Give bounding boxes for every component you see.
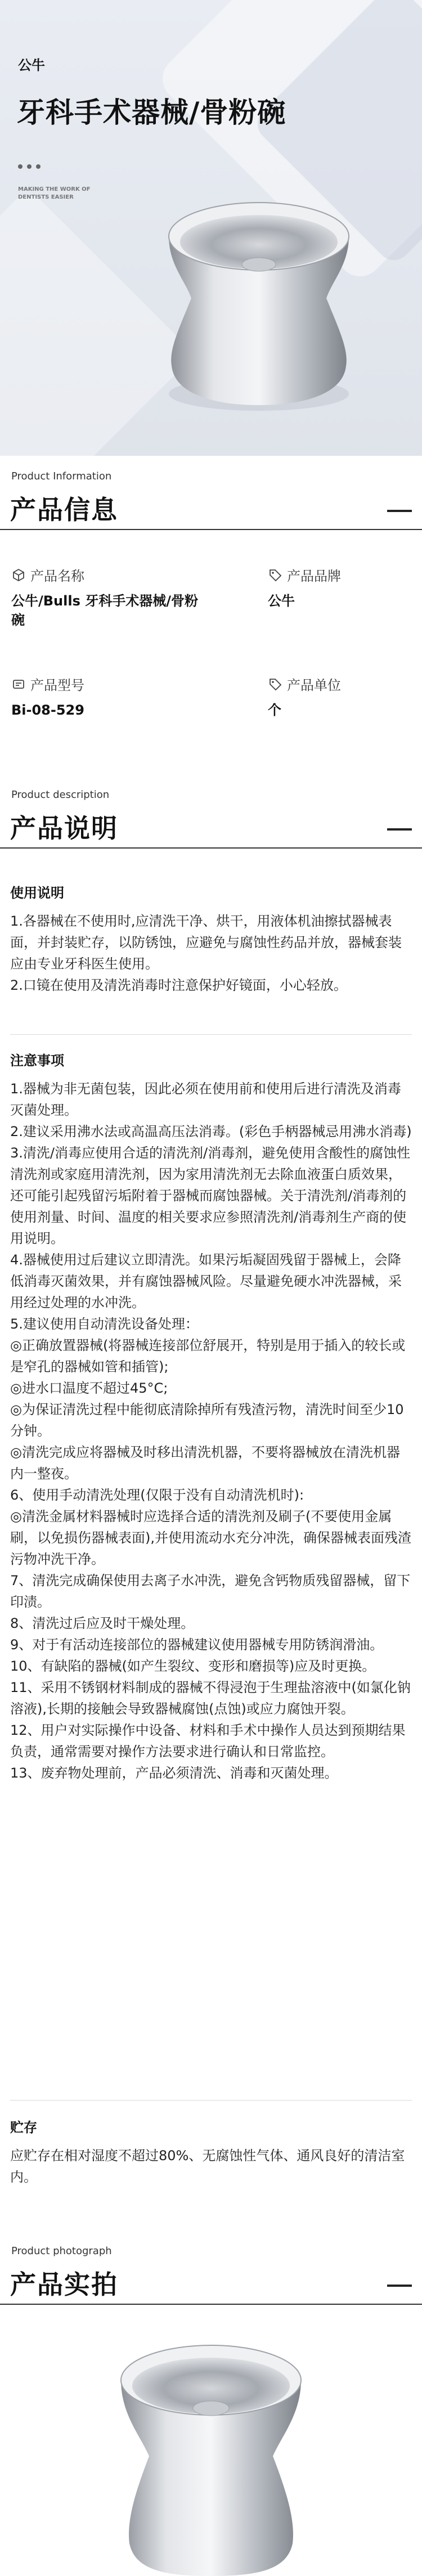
info-label: 产品型号 (30, 677, 84, 693)
slogan-line: DENTISTS EASIER (18, 194, 74, 200)
section-title: 产品实拍 (10, 2269, 118, 2300)
note-item: 11、采用不锈钢材料制成的器械不得浸泡于生理盐溶液中(如氯化钠溶液),长期的接触会导致器械腐蚀(点蚀)或应力腐蚀开裂。 (10, 1680, 411, 1717)
product-photo-header (0, 2245, 422, 2318)
info-product-model (11, 674, 203, 720)
notes-block (10, 1050, 412, 1784)
note-item: 3.清洗/消毒应使用合适的清洗剂/消毒剂，避免使用含酸性的腐蚀性清洗剂或家庭用清洗剂，因为家用清洗剂无去除血液蛋白质效果，还可能引起残留污垢附着于器械而腐蚀器械。关于清洗剂/消毒剂的使用剂量、时间、温度的相关要求应参照清洗剂/消毒剂生产商的使用说明。 (10, 1145, 411, 1246)
info-value: Bi-08-529 (11, 702, 84, 718)
product-photo-image (0, 2330, 422, 2576)
info-value: 公牛/Bulls 牙科手术器械/骨粉碗 (11, 593, 199, 628)
note-item: ◎清洗金属材料器械时应选择合适的清洗剂及刷子(不要使用金属刷，以免损伤器械表面),并使用流动水充分冲洗，确保器械表面残渣污物冲洗干净。 (10, 1509, 411, 1567)
section-title: 产品信息 (10, 495, 118, 525)
info-label-row (268, 674, 408, 694)
notes-title: 注意事项 (10, 1053, 64, 1069)
note-item: 1.器械为非无菌包装，因此必须在使用前和使用后进行清洗及消毒灭菌处理。 (10, 1081, 401, 1118)
usage-block (10, 882, 412, 996)
section-subtitle: Product photograph (11, 2245, 112, 2257)
block-divider (10, 2100, 412, 2101)
note-item: 4.器械使用过后建议立即清洗。如果污垢凝固残留于器械上，会降低消毒灭菌效果，并有腐蚀器械风险。尽量避免硬水冲洗器械，采用经过处理的水冲洗。 (10, 1252, 402, 1311)
note-item: 6、使用手动清洗处理(仅限于没有自动清洗机时): (10, 1487, 304, 1503)
info-label: 产品名称 (30, 568, 84, 584)
section-subtitle: Product description (11, 789, 110, 801)
note-item: ◎正确放置器械(将器械连接部位舒展开，特别是用于插入的较长或是窄孔的器械如管和插管); (10, 1338, 406, 1375)
note-item: 13、废弃物处理前，产品必须清洗、消毒和灭菌处理。 (10, 1765, 338, 1781)
info-product-brand (268, 565, 408, 611)
storage-block (10, 2117, 412, 2188)
note-item: 7、清洗完成确保使用去离子水冲洗，避免含钙物质残留器械，留下印渍。 (10, 1573, 411, 1610)
model-icon (11, 677, 26, 692)
tag-icon (268, 677, 282, 692)
product-info-header (0, 470, 422, 544)
storage-text: 应贮存在相对湿度不超过80%、无腐蚀性气体、通风良好的清洁室内。 (10, 2148, 405, 2185)
note-item: 12、用户对实际操作中设备、材料和手术中操作人员达到预期结果负责，通常需要对操作方法要求进行确认和日常监控。 (10, 1722, 406, 1760)
info-label-row (11, 565, 203, 585)
section-divider (0, 847, 422, 849)
info-label-row (11, 674, 203, 694)
section-divider (0, 2304, 422, 2305)
brand-name: 公牛 (18, 57, 45, 73)
info-label: 产品单位 (287, 677, 341, 693)
note-item: 5.建议使用自动清洗设备处理： (10, 1316, 199, 1332)
bone-powder-bowl-image (0, 0, 422, 456)
section-title: 产品说明 (10, 813, 118, 843)
section-dash (387, 510, 412, 512)
hero-title: 牙科手术器械/骨粉碗 (17, 96, 286, 129)
section-dash (387, 2285, 412, 2287)
hero-banner (0, 0, 422, 456)
tag-icon (268, 568, 282, 582)
block-divider (10, 1034, 412, 1035)
section-dash (387, 828, 412, 831)
usage-paragraph: 2.口镜在使用及清洗消毒时注意保护好镜面，小心轻放。 (10, 977, 347, 993)
note-item: ◎进水口温度不超过45°C; (10, 1380, 168, 1396)
note-item: 2.建议采用沸水法或高温高压法消毒。(彩色手柄器械忌用沸水消毒) (10, 1124, 412, 1139)
usage-title: 使用说明 (10, 885, 64, 901)
section-divider (0, 529, 422, 530)
section-subtitle: Product Information (11, 470, 112, 482)
info-label: 产品品牌 (287, 568, 341, 584)
info-value: 公牛 (268, 593, 295, 609)
note-item: 8、清洗过后应及时干燥处理。 (10, 1615, 195, 1631)
slogan-line: MAKING THE WORK OF (18, 186, 91, 192)
info-product-unit (268, 674, 408, 720)
note-item: ◎为保证清洗过程中能彻底清除掉所有残渣污物，清洗时间至少10分钟。 (10, 1402, 404, 1439)
note-item: 9、对于有活动连接部位的器械建议使用器械专用防锈润滑油。 (10, 1637, 384, 1653)
info-product-name (11, 565, 203, 630)
product-desc-header (0, 789, 422, 862)
storage-title: 贮存 (10, 2120, 37, 2135)
usage-paragraph: 1.各器械在不使用时,应清洗干净、烘干，用液体机油擦拭器械表面，并封装贮存，以防锈蚀，应避免与腐蚀性药品并放，器械套装应由专业牙科医生使用。 (10, 913, 402, 972)
cube-icon (11, 568, 26, 582)
note-item: 10、有缺陷的器械(如产生裂纹、变形和磨损等)应及时更换。 (10, 1658, 376, 1674)
info-label-row (268, 565, 408, 585)
note-item: ◎清洗完成应将器械及时移出清洗机器，不要将器械放在清洗机器内一整夜。 (10, 1444, 400, 1482)
info-value: 个 (268, 702, 281, 718)
